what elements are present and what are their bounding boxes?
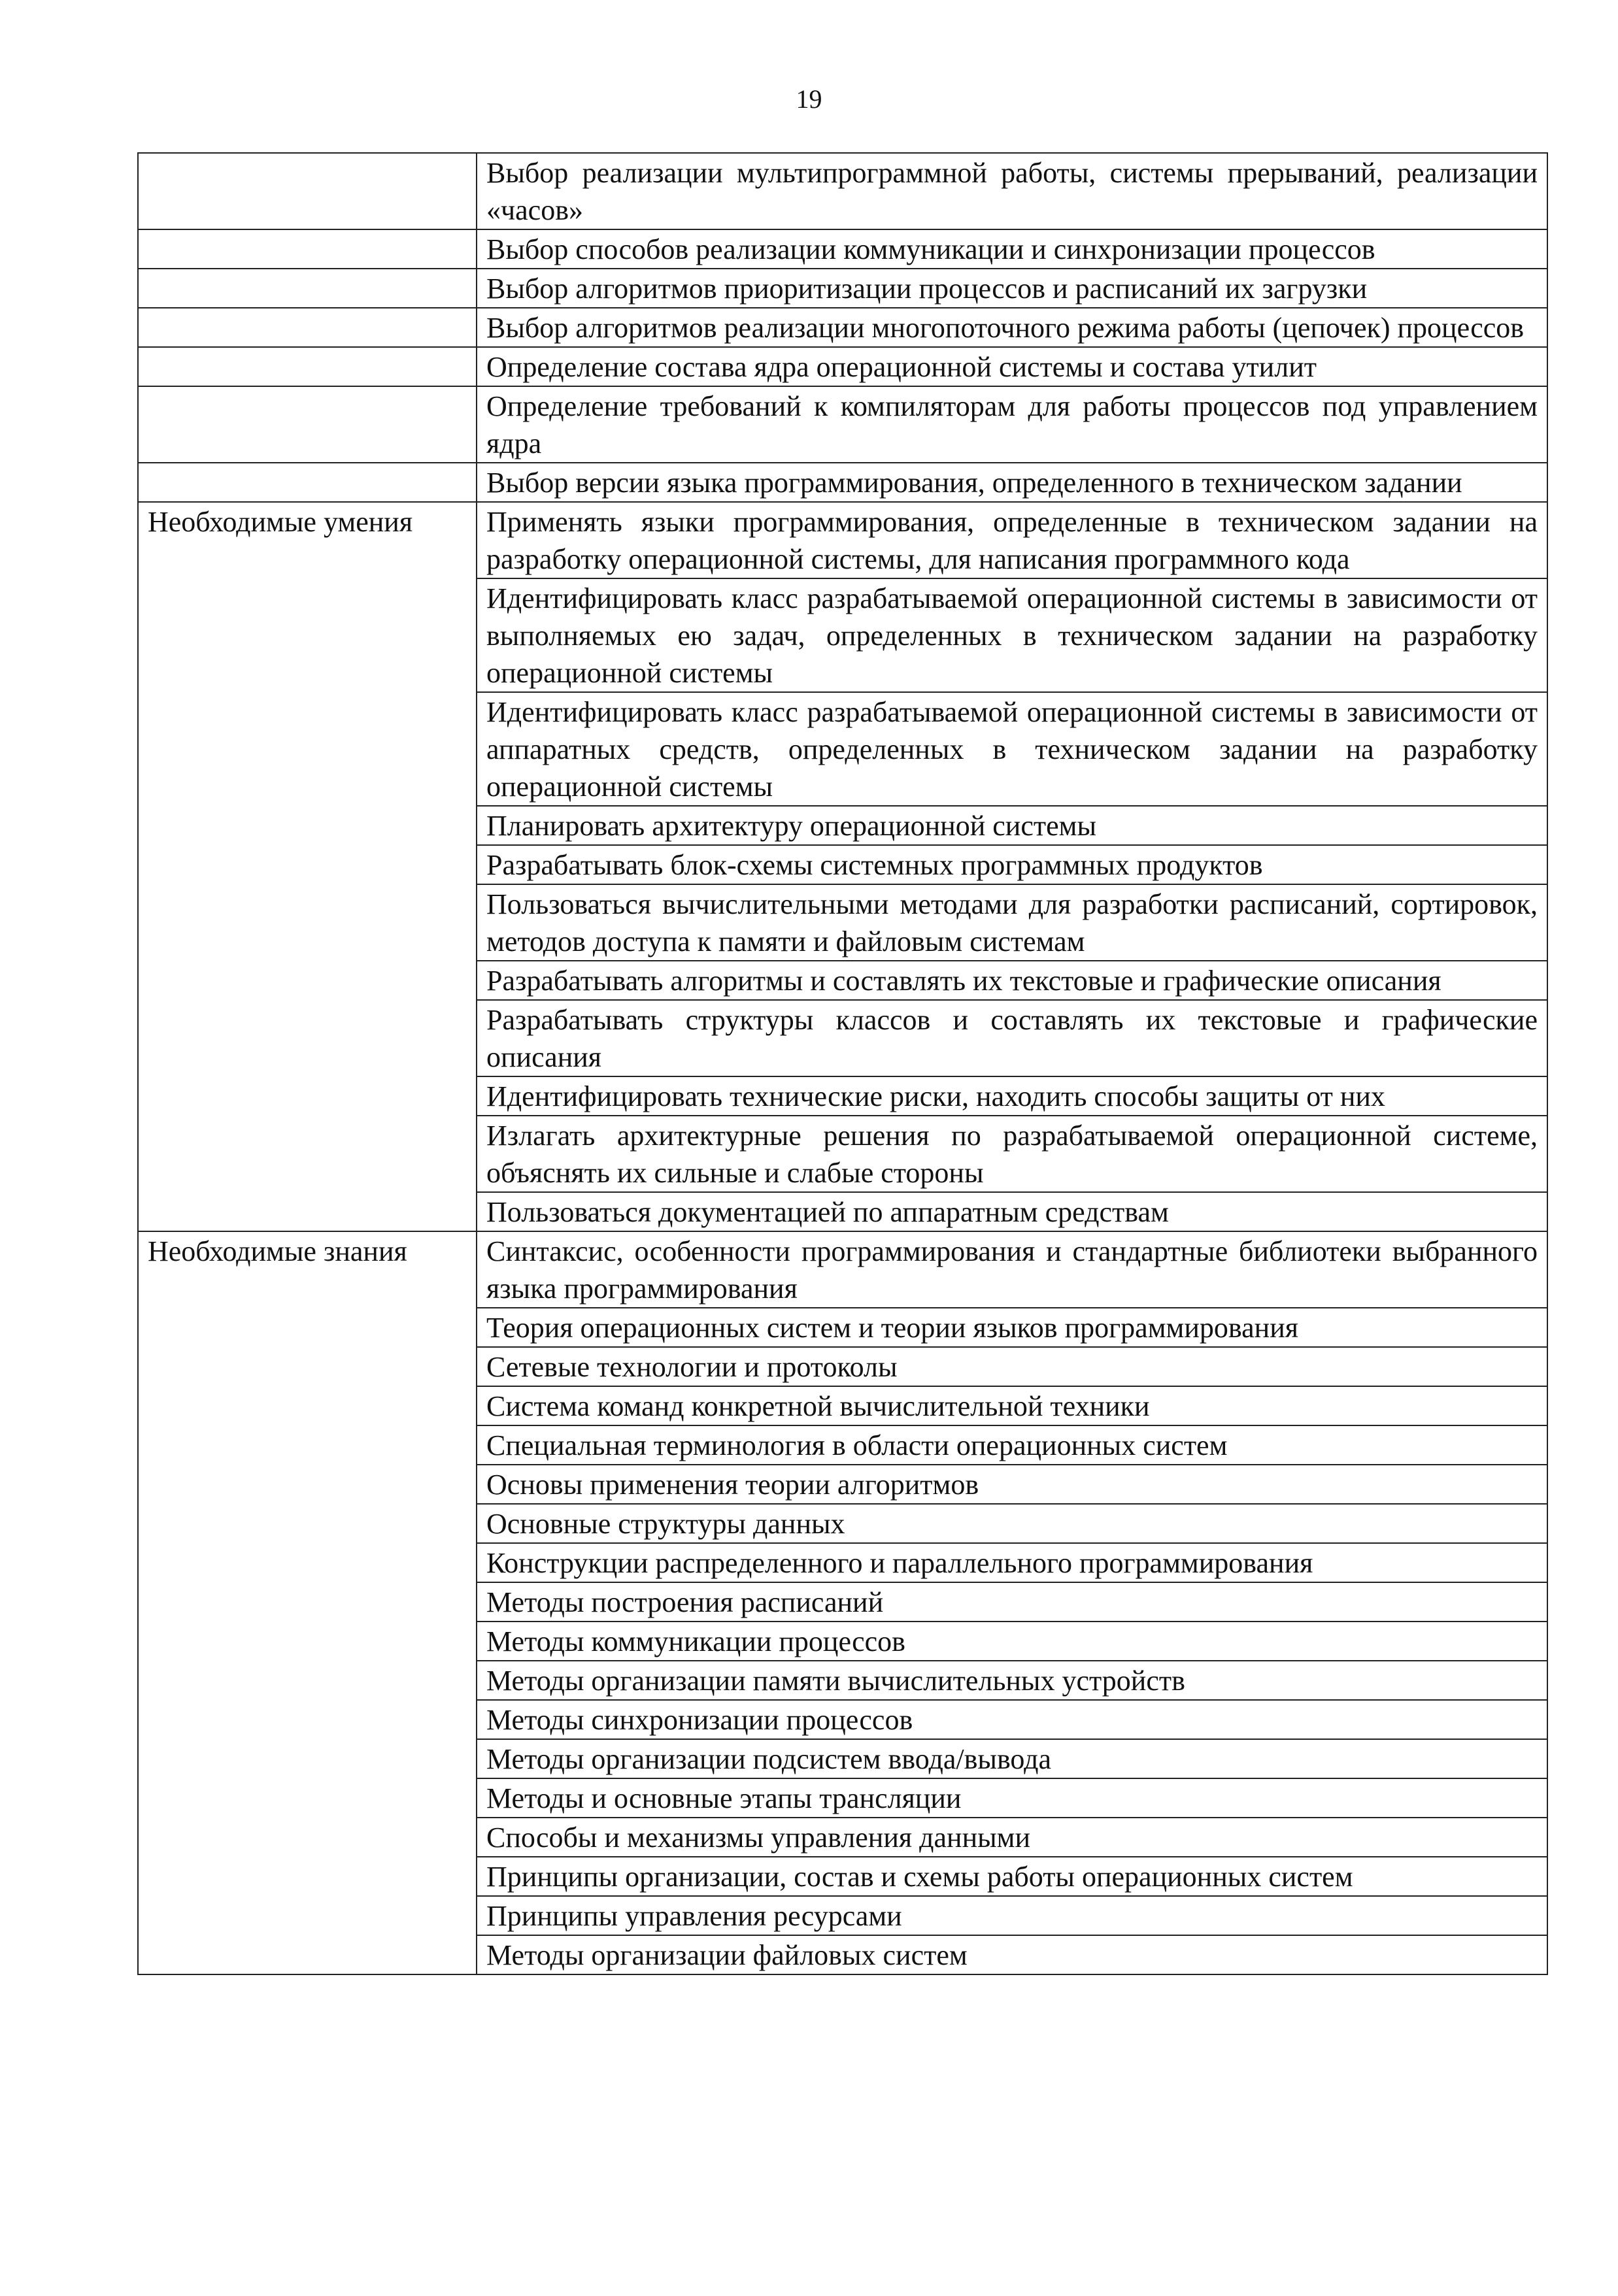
table-cell: Выбор алгоритмов реализации многопоточного режима работы (цепочек) процессов — [477, 308, 1547, 347]
table-row — [138, 1231, 1547, 1308]
table-cell: Выбор способов реализации коммуникации и синхронизации процессов — [477, 229, 1547, 269]
table-cell: Синтаксис, особенности программирования и стандартные библиотеки выбранного языка программирования — [477, 1231, 1547, 1308]
table-cell: Идентифицировать технические риски, находить способы защиты от них — [477, 1076, 1547, 1116]
table-row — [138, 463, 1547, 502]
table-row — [138, 229, 1547, 269]
table-cell: Разрабатывать структуры классов и составлять их текстовые и графические описания — [477, 1000, 1547, 1076]
table-cell: Принципы управления ресурсами — [477, 1896, 1547, 1935]
group-label-skills: Необходимые умения — [138, 502, 477, 1231]
table-cell: Конструкции распределенного и параллельного программирования — [477, 1543, 1547, 1582]
table-cell: Идентифицировать класс разрабатываемой операционной системы в зависимости от выполняемых ею задач, определенных в техническом задании на разработку операционной системы — [477, 578, 1547, 692]
table-cell: Методы коммуникации процессов — [477, 1622, 1547, 1661]
table-cell: Принципы организации, состав и схемы работы операционных систем — [477, 1857, 1547, 1896]
table-cell: Определение требований к компиляторам для работы процессов под управлением ядра — [477, 386, 1547, 463]
table-cell: Разрабатывать блок-схемы системных программных продуктов — [477, 845, 1547, 884]
table-cell: Сетевые технологии и протоколы — [477, 1347, 1547, 1386]
table-cell: Планировать архитектуру операционной системы — [477, 806, 1547, 845]
competency-table — [137, 152, 1548, 1975]
table-row — [138, 269, 1547, 308]
table-cell: Применять языки программирования, определенные в техническом задании на разработку операционной системы, для написания программного кода — [477, 502, 1547, 578]
table-cell: Выбор версии языка программирования, определенного в техническом задании — [477, 463, 1547, 502]
table-cell: Излагать архитектурные решения по разрабатываемой операционной системе, объяснять их сильные и слабые стороны — [477, 1116, 1547, 1192]
table-cell: Специальная терминология в области операционных систем — [477, 1425, 1547, 1465]
table-cell: Методы организации подсистем ввода/вывода — [477, 1739, 1547, 1778]
table-row — [138, 386, 1547, 463]
table-cell: Методы организации памяти вычислительных устройств — [477, 1661, 1547, 1700]
table-cell: Идентифицировать класс разрабатываемой операционной системы в зависимости от аппаратных средств, определенных в техническом задании на разработку операционной системы — [477, 692, 1547, 806]
group-label-knowledge: Необходимые знания — [138, 1231, 477, 1974]
table-cell: Теория операционных систем и теории языков программирования — [477, 1308, 1547, 1347]
table-row — [138, 347, 1547, 386]
table-row — [138, 308, 1547, 347]
table-cell: Разрабатывать алгоритмы и составлять их текстовые и графические описания — [477, 961, 1547, 1000]
table-cell: Выбор реализации мультипрограммной работы, системы прерываний, реализации «часов» — [477, 153, 1547, 229]
group-label-empty — [138, 153, 477, 229]
table-cell: Выбор алгоритмов приоритизации процессов и расписаний их загрузки — [477, 269, 1547, 308]
table-cell: Пользоваться вычислительными методами для разработки расписаний, сортировок, методов доступа к памяти и файловым системам — [477, 884, 1547, 961]
table-cell: Методы организации файловых систем — [477, 1935, 1547, 1974]
table-cell: Пользоваться документацией по аппаратным средствам — [477, 1192, 1547, 1231]
table-cell: Методы и основные этапы трансляции — [477, 1778, 1547, 1818]
table-cell: Методы синхронизации процессов — [477, 1700, 1547, 1739]
table-cell: Основные структуры данных — [477, 1504, 1547, 1543]
table-row — [138, 502, 1547, 578]
table-cell: Система команд конкретной вычислительной техники — [477, 1386, 1547, 1425]
page-number: 19 — [796, 84, 822, 114]
table-cell: Способы и механизмы управления данными — [477, 1818, 1547, 1857]
table-cell: Определение состава ядра операционной системы и состава утилит — [477, 347, 1547, 386]
table-row — [138, 153, 1547, 229]
table-cell: Методы построения расписаний — [477, 1582, 1547, 1622]
table-cell: Основы применения теории алгоритмов — [477, 1465, 1547, 1504]
